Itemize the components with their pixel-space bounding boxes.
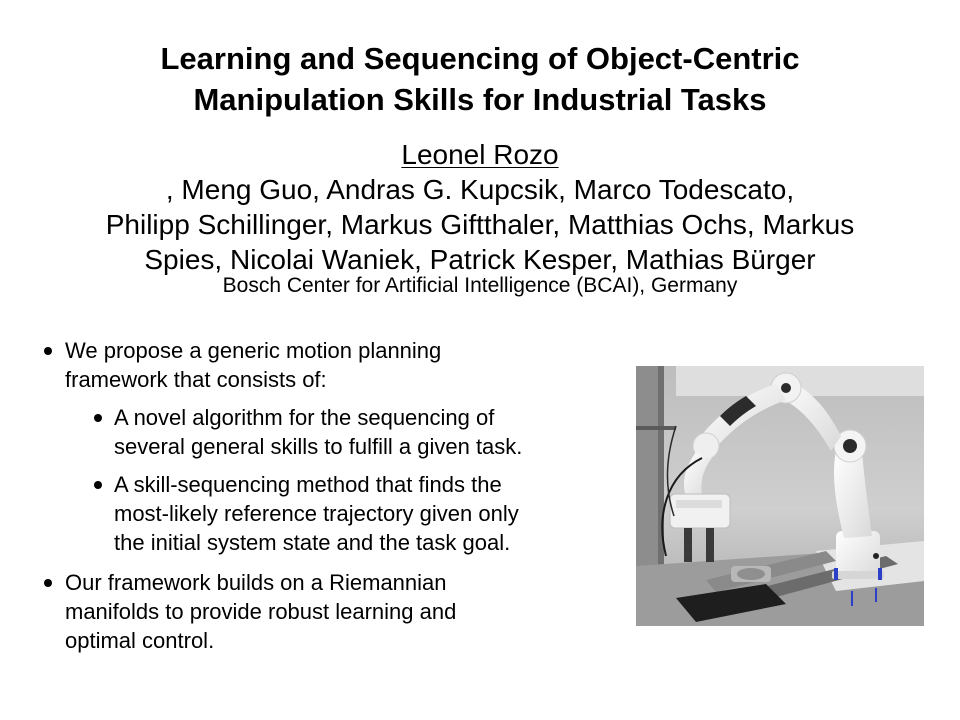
robot-arm-illustration xyxy=(636,366,924,626)
sub-bullet-item xyxy=(40,470,630,557)
title-line-1: Learning and Sequencing of Object-Centric xyxy=(160,41,800,76)
bullet-item xyxy=(40,336,630,394)
bullet-text: A novel algorithm for the sequencing of xyxy=(114,405,495,430)
bullet-dot-icon xyxy=(44,347,52,355)
affiliation: Bosch Center for Artificial Intelligence (BCAI), Germany xyxy=(222,274,738,297)
bullet-item xyxy=(40,568,630,655)
author-line-1-rest: , Meng Guo, Andras G. Kupcsik, Marco Todescato, xyxy=(165,174,795,205)
author-line-3: Spies, Nicolai Waniek, Patrick Kesper, Mathias Bürger xyxy=(144,244,816,275)
bullet-text: framework that consists of: xyxy=(65,367,327,392)
bullet-dot-icon xyxy=(44,579,52,587)
bullet-text: A skill-sequencing method that finds the xyxy=(114,472,502,497)
bullet-list xyxy=(40,336,630,655)
author-line-2: Philipp Schillinger, Markus Giftthaler, Matthias Ochs, Markus xyxy=(105,209,855,240)
bullet-text: We propose a generic motion planning xyxy=(65,338,442,363)
bullet-text: Our framework builds on a Riemannian xyxy=(65,570,447,595)
title-line-2: Manipulation Skills for Industrial Tasks xyxy=(193,82,767,117)
bullet-text: manifolds to provide robust learning and xyxy=(65,599,457,624)
bullet-text: several general skills to fulfill a given task. xyxy=(114,434,523,459)
bullet-dot-icon xyxy=(94,414,102,422)
bullet-text: most-likely reference trajectory given only xyxy=(114,501,519,526)
sub-bullet-item xyxy=(40,403,630,461)
robot-arm-photo xyxy=(636,366,924,626)
author-list xyxy=(20,137,940,277)
author-line-1 xyxy=(20,137,940,207)
slide-title xyxy=(40,38,920,120)
bullet-text: the initial system state and the task goal. xyxy=(114,530,511,555)
bullet-dot-icon xyxy=(94,481,102,489)
presenting-author: Leonel Rozo xyxy=(401,139,559,170)
bullet-text: optimal control. xyxy=(65,628,215,653)
